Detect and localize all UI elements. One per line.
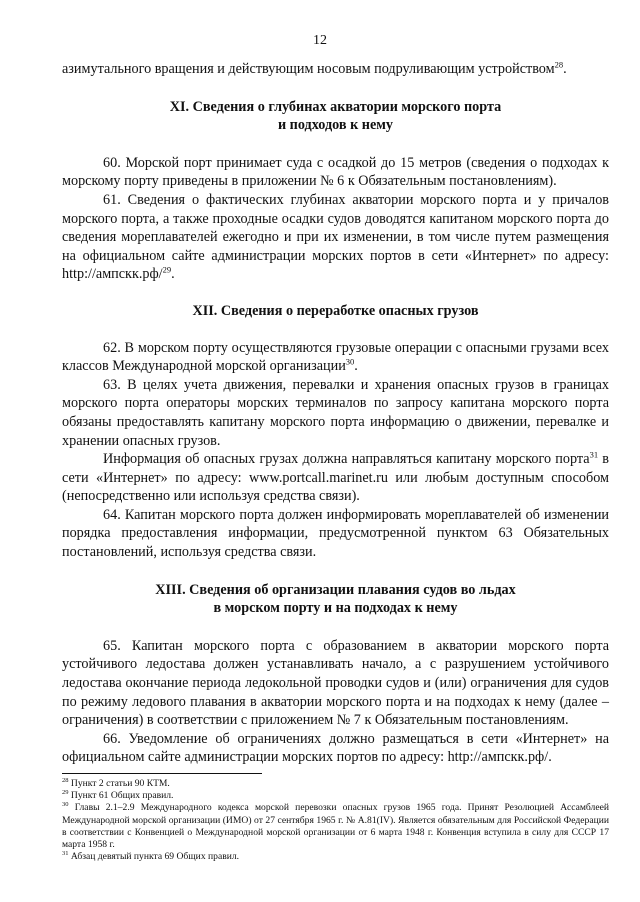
intro-paragraph — [62, 60, 609, 79]
footnote-text: Пункт 2 статьи 90 КТМ. — [68, 778, 170, 789]
paragraph-text: 62. В морском порту осуществляются грузовые операции с опасными грузами всех классов Международной морской организации — [62, 339, 609, 375]
section-heading — [62, 302, 609, 321]
paragraph-text: 64. Капитан морского порта должен информировать мореплавателей об изменении порядка предоставления информации, предусмотренной пунктом 63 Обязательных постановлений, используя средства связи. — [62, 506, 609, 561]
paragraph — [62, 376, 609, 450]
paragraph — [62, 154, 609, 191]
paragraph — [62, 730, 609, 767]
footnote-text: Главы 2.1–2.9 Международного кодекса морской перевозки опасных грузов 1965 года. Принят Резолюцией Ассамблеей Международной морской организации (ИМО) от 27 сентября 1965 г. № А.81(IV). Является обязательным для Российской Федерации в соответствии с Конвенцией о Международной морской организации от 6 марта 1948 г. Конвенция вступила в силу для СССР 17 марта 1958 г. — [62, 802, 609, 851]
paragraph-end: . — [171, 266, 175, 283]
document-body — [62, 60, 609, 863]
paragraph-text: 61. Сведения о фактических глубинах акватории морского порта и у причалов морского порта, а также проходные осадки судов доводятся капитаном морского порта до сведения мореплавателей ежегодно и при их изменении, в том числе путем размещения на официальном сайте администрации морских портов в сети «Интернет» по адресу: http://ампскк.рф/ — [62, 191, 609, 283]
page-number: 12 — [313, 33, 327, 48]
footnote-ref: 29 — [162, 264, 172, 275]
paragraph-text: 63. В целях учета движения, перевалки и хранения опасных грузов в границах морского порта операторы морских терминалов по запросу капитана морского порта обязаны предоставлять капитану морского порта информацию о движении, перевалке и хранении опасных грузов. — [62, 376, 609, 449]
footnote-separator — [62, 773, 262, 774]
footnote — [62, 802, 609, 851]
paragraph-text: азимутального вращения и действующим носовым подруливающим устройством — [62, 61, 555, 77]
footnote-number: 30 — [62, 801, 69, 809]
footnote-number: 31 — [62, 850, 69, 858]
footnote-ref: 31 — [589, 449, 599, 460]
footnote-text: Абзац девятый пункта 69 Общих правил. — [68, 851, 240, 863]
footnote — [62, 778, 609, 790]
paragraph-text: Информация об опасных грузах должна направляться капитану морского порта — [103, 451, 590, 468]
footnote-text: Пункт 61 Общих правил. — [68, 790, 174, 802]
footnote — [62, 790, 609, 802]
section-heading-line: XI. Сведения о глубинах акватории морского порта — [169, 98, 502, 115]
paragraph — [62, 637, 609, 730]
footnote — [62, 851, 609, 863]
section-heading-line: в морском порту и на подходах к нему — [213, 600, 458, 617]
footnote-ref: 30 — [345, 356, 355, 367]
footnote-number: 28 — [62, 776, 69, 784]
paragraph-text: 66. Уведомление об ограничениях должно размещаться в сети «Интернет» на официальном сайте администрации морских портов по адресу: http://ампскк.рф/. — [62, 730, 609, 766]
paragraph-end: . — [563, 61, 567, 77]
section-heading — [62, 98, 609, 135]
paragraph — [62, 506, 609, 562]
footnote-number: 29 — [62, 789, 69, 797]
paragraph — [62, 339, 609, 376]
paragraph-text: 65. Капитан морского порта с образованием в акватории морского порта устойчивого ледостава должен устанавливать начало, а с разрушением устойчивого ледостава окончание периода ледокольной проводки судов и (или) ограничения для судов по режиму ледового плавания в акватории морского порта и на подходах к нему (далее – ограничения) в соответствии с приложением № 7 к Обязательным постановлениям. — [62, 637, 609, 729]
section-heading-line: XIII. Сведения об организации плавания судов во льдах — [155, 581, 516, 598]
footnote-ref: 28 — [554, 59, 564, 70]
paragraph-end: в сети «Интернет» по адресу: www.portcall.marinet.ru или любым доступным способом (непосредственно или используя средства связи). — [62, 451, 610, 505]
section-heading-line: XII. Сведения о переработке опасных грузов — [192, 302, 479, 319]
paragraph — [62, 450, 609, 506]
paragraph-text: 60. Морской порт принимает суда с осадкой до 15 метров (сведения о подходах к морскому порту приведены в приложении № 6 к Обязательным постановлениям). — [62, 154, 609, 190]
paragraph — [62, 191, 609, 284]
section-heading — [62, 581, 609, 618]
section-heading-line: и подходов к нему — [277, 117, 394, 134]
paragraph-end: . — [354, 358, 358, 375]
